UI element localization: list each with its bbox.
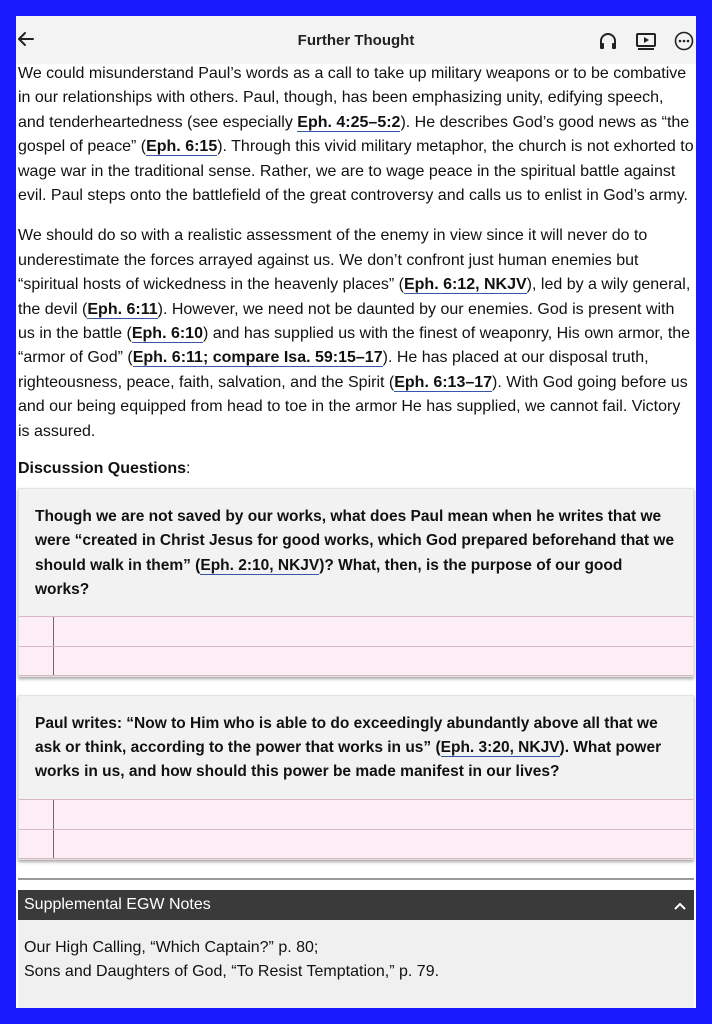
paragraph-2 — [18, 224, 694, 444]
chevron-up-icon[interactable] — [674, 897, 686, 913]
scripture-link[interactable]: Eph. 6:13–17 — [394, 373, 493, 391]
headphones-icon[interactable] — [596, 30, 620, 52]
play-screen-icon[interactable] — [634, 30, 658, 52]
text-span: ). What power works in us, and how should this power be made manifest in our lives? — [35, 739, 662, 781]
answer-notebook-input[interactable] — [19, 616, 693, 676]
scripture-link[interactable]: Eph. 6:12, NKJV — [403, 276, 527, 294]
scripture-link[interactable]: Eph. 6:15 — [146, 138, 218, 156]
notebook-line[interactable] — [19, 799, 693, 829]
scripture-link[interactable]: Eph. 6:10 — [131, 325, 203, 343]
text-span: ). With God going before us and our being equipped from head to toe in the armor He has supplied, we cannot fail. Victory is assured. — [18, 373, 688, 440]
text-span: )? What, then, is the purpose of our good works? — [35, 556, 623, 598]
scripture-link[interactable]: Eph. 6:11 — [87, 300, 158, 318]
app-frame — [16, 16, 696, 1008]
discussion-label: Discussion Questions — [18, 460, 187, 478]
supplemental-notes-body — [18, 920, 694, 1008]
text-span: ). However, we need not be daunted by our enemies. God is present with us in the battle ( — [18, 300, 675, 343]
text-span: ). He describes God’s good news as “the gospel of peace” ( — [18, 113, 690, 156]
page-title: Further Thought — [297, 32, 415, 49]
question-text — [19, 489, 693, 616]
text-span: ) and has supplied us with the finest of weaponry, His own armor, the “armor of God” ( — [18, 325, 691, 367]
notebook-line[interactable] — [19, 829, 693, 859]
supplemental-notes-header[interactable] — [18, 890, 694, 920]
text-span: We should do so with a realistic assessment of the enemy in view since it will never do to underestimate the forces arrayed against us. We don’t confront just human enemies but “spiritual hosts of wickedness in the heavenly places” ( — [18, 227, 648, 294]
paragraph-1 — [18, 62, 694, 208]
section-divider — [18, 878, 694, 880]
discussion-questions-heading — [18, 460, 694, 478]
question-text — [19, 696, 693, 799]
content-area — [18, 62, 694, 1008]
scripture-link[interactable]: Eph. 4:25–5:2 — [297, 113, 401, 131]
text-span: ). He has placed at our disposal truth, righteousness, peace, faith, salvation, and the Spirit ( — [18, 349, 649, 391]
text-span: Paul writes: “Now to Him who is able to do exceedingly abundantly above all that we ask or think, according to the power that works in us” ( — [35, 714, 658, 757]
supplemental-note: Our High Calling, “Which Captain?” p. 80; — [24, 938, 319, 956]
notebook-line[interactable] — [19, 646, 693, 676]
text-span: We could misunderstand Paul’s words as a call to take up military weapons or to be combative in our relationships with others. Paul, though, has been emphasizing unity, edifying speech, and tenderheartedness (see especially — [18, 65, 687, 131]
text-span: ). Through this vivid military metaphor, the church is not exhorted to wage war in the traditional sense. Rather, we are to wage peace in the spiritual battle against evil. Paul steps onto the battlefield of the great controversy and calls us to enlist in God’s army. — [18, 138, 694, 205]
scripture-link[interactable]: Eph. 3:20, NKJV — [440, 739, 560, 757]
toolbar-icons — [596, 30, 696, 52]
text-span: Though we are not saved by our works, what does Paul mean when he writes that we were “created in Christ Jesus for good works, which God prepared beforehand that we should walk in them” ( — [35, 508, 675, 574]
supplemental-title: Supplemental EGW Notes — [24, 895, 211, 913]
notebook-line[interactable] — [19, 616, 693, 646]
scripture-link[interactable]: Eph. 2:10, NKJV — [200, 556, 320, 574]
supplemental-note: Sons and Daughters of God, “To Resist Temptation,” p. 79. — [24, 962, 440, 980]
question-card-1 — [18, 488, 694, 677]
top-bar — [16, 16, 696, 64]
discussion-colon: : — [186, 460, 191, 478]
question-card-2 — [18, 695, 694, 860]
answer-notebook-input[interactable] — [19, 799, 693, 859]
text-span: ), led by a wily general, the devil ( — [18, 276, 691, 318]
more-icon[interactable] — [672, 30, 696, 52]
scripture-link[interactable]: Eph. 6:11; compare Isa. 59:15–17 — [132, 349, 383, 367]
